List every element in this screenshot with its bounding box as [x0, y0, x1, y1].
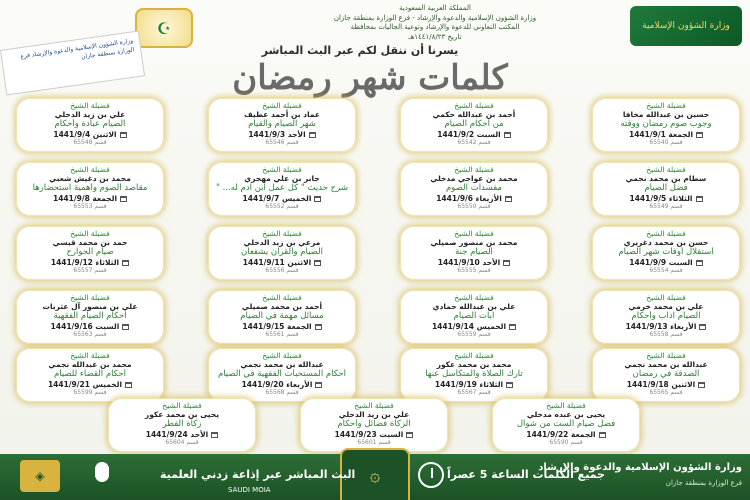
footer-ministry: وزارة الشؤون الإسلامية والدعوة والإرشاد [538, 462, 742, 473]
lecture-topic: الصيام آداب وأحكام [631, 311, 701, 321]
calendar-icon [122, 324, 129, 330]
radio-logo [20, 460, 60, 492]
lecture-code: قسم 65590 [549, 439, 583, 446]
lecture-card [208, 162, 356, 216]
page-title: كلمات شهر رمضان [232, 58, 508, 98]
lecture-card [592, 162, 740, 216]
speaker-name: محمد بن عواجي مدخلي [430, 174, 518, 183]
speaker-name: حسين بن عبدالله مخافا [622, 110, 710, 119]
lecture-date-row [208, 194, 356, 203]
honorific: فضيلة الشيخ [162, 401, 202, 410]
book-icon: ☪ [156, 18, 172, 38]
honorific: فضيلة الشيخ [70, 293, 110, 302]
lecture-time: جميع الكلمات الساعة 5 عصراً [446, 468, 605, 481]
speaker-name: عماد بن أحمد عطيف [244, 110, 320, 119]
honorific: فضيلة الشيخ [262, 101, 302, 110]
lecture-topic: الصيام عبادة وأحكام [54, 119, 126, 129]
calendar-icon [699, 324, 706, 330]
lecture-date-row [208, 130, 356, 139]
honorific: فضيلة الشيخ [646, 165, 686, 174]
lecture-date: الأربعاء 1441/9/13 [625, 322, 697, 331]
honorific: فضيلة الشيخ [546, 401, 586, 410]
lecture-code: قسم 65557 [73, 267, 107, 274]
lecture-topic: أحكام الصيام الفقهية [53, 311, 127, 321]
lecture-topic: مفسدات الصوم [446, 183, 502, 193]
lecture-date: الأحد 1441/9/10 [437, 258, 501, 267]
honorific: فضيلة الشيخ [646, 351, 686, 360]
emblem-icon: ۞ [369, 464, 381, 486]
lecture-date: الجمعة 1441/9/8 [53, 194, 118, 203]
lecture-date-row [208, 322, 356, 331]
lecture-date: الأحد 1441/9/24 [145, 430, 209, 439]
ministry-ribbon: وزارة الشؤون الإسلامية والدعوة والإرشاد فرع الوزارة بمنطقة جازان [0, 31, 145, 96]
lecture-card [16, 226, 164, 280]
speaker-name: أحمد بن محمد صميلي [241, 302, 323, 311]
lecture-card [492, 398, 640, 452]
honorific: فضيلة الشيخ [262, 293, 302, 302]
lecture-date: الخميس 1441/9/14 [431, 322, 507, 331]
calendar-icon [120, 132, 127, 138]
lecture-date-row [592, 258, 740, 267]
lecture-date: الجمعة 1441/9/1 [629, 130, 694, 139]
lecture-date: الاثنين 1441/9/11 [242, 258, 312, 267]
honorific: فضيلة الشيخ [646, 101, 686, 110]
lecture-card [108, 398, 256, 452]
lecture-card [592, 348, 740, 402]
lecture-topic: الصدقة في رمضان [632, 369, 700, 379]
lecture-code: قسم 65548 [73, 139, 107, 146]
lecture-card [208, 348, 356, 402]
lecture-date-row [16, 130, 164, 139]
lecture-card [400, 226, 548, 280]
lecture-card [400, 98, 548, 152]
lecture-code: قسم 65559 [457, 331, 491, 338]
lecture-date: السبت 1441/9/23 [334, 430, 404, 439]
lecture-date: الجمعة 1441/9/22 [526, 430, 596, 439]
lecture-date-row [400, 130, 548, 139]
radio-broadcast: البث المباشر عبر إذاعة زدني العلمية [160, 468, 356, 481]
speaker-name: علي بن منصور آل عثربات [42, 302, 138, 311]
honorific: فضيلة الشيخ [70, 101, 110, 110]
lecture-code: قسم 65540 [649, 139, 683, 146]
speaker-name: علي بن زيد الدحلي [54, 110, 126, 119]
lecture-card [400, 162, 548, 216]
lecture-date-row [592, 322, 740, 331]
lecture-card [300, 398, 448, 452]
lecture-code: قسم 65599 [73, 389, 107, 396]
lecture-card [592, 226, 740, 280]
calendar-icon [504, 132, 511, 138]
lecture-topic: زكاة الفطر [162, 419, 202, 429]
honorific: فضيلة الشيخ [454, 101, 494, 110]
lecture-topic: استقلال أوقات شهر الصيام [618, 247, 714, 257]
calendar-icon [314, 196, 321, 202]
honorific: فضيلة الشيخ [70, 351, 110, 360]
lecture-card [208, 98, 356, 152]
honorific: فضيلة الشيخ [454, 165, 494, 174]
lecture-date-row [208, 380, 356, 389]
lecture-topic: الصيام جنة [455, 247, 493, 257]
lecture-code: قسم 65565 [649, 389, 683, 396]
lecture-date: الخميس 1441/9/7 [242, 194, 312, 203]
footer-ministry-sub: فرع الوزارة بمنطقة جازان [665, 479, 742, 487]
header-line: وزارة الشؤون الإسلامية والدعوة والإرشاد - فرع الوزارة بمنطقة جازان [333, 13, 537, 22]
saudi-moia-label: SAUDI MOIA [228, 486, 271, 494]
honorific: فضيلة الشيخ [454, 351, 494, 360]
honorific: فضيلة الشيخ [70, 229, 110, 238]
lecture-code: قسم 65568 [265, 389, 299, 396]
lecture-date-row [108, 430, 256, 439]
lecture-date: السبت 1441/9/2 [437, 130, 501, 139]
lecture-card [16, 98, 164, 152]
ministry-logo-text: وزارة الشؤون الإسلامية [642, 21, 730, 31]
calendar-icon [696, 260, 703, 266]
lecture-code: قسم 65552 [265, 203, 299, 210]
lecture-code: قسم 65601 [357, 439, 391, 446]
speaker-name: علي بن عبدالله حمادي [432, 302, 516, 311]
lecture-card [16, 348, 164, 402]
calendar-icon [503, 260, 510, 266]
calendar-icon [125, 382, 132, 388]
calendar-icon [120, 196, 127, 202]
lecture-date: الثلاثاء 1441/9/19 [434, 380, 504, 389]
lecture-date: السبت 1441/9/16 [50, 322, 120, 331]
lecture-card [208, 226, 356, 280]
lecture-card [592, 98, 740, 152]
lecture-date-row [592, 194, 740, 203]
lecture-card [400, 348, 548, 402]
speaker-name: جابر بن علي مهجري [244, 174, 320, 183]
speaker-name: محمد بن عبدالله نجمي [48, 360, 132, 369]
calendar-icon [599, 432, 606, 438]
speaker-name: علي بن زيد الدحلي [338, 410, 410, 419]
lecture-topic: فضل صيام الست من شوال [516, 419, 616, 429]
lecture-topic: أحكام المستحبات الفقهية في الصيام [217, 369, 347, 379]
lecture-date-row [400, 194, 548, 203]
lecture-date-row [592, 380, 740, 389]
lecture-date-row [400, 322, 548, 331]
honorific: فضيلة الشيخ [454, 229, 494, 238]
lecture-topic: أحكام القضاء للصيام [54, 369, 126, 379]
lecture-topic: شرح حديث " كل عمل ابن آدم له... " [216, 183, 348, 193]
lecture-date: الاثنين 1441/9/4 [53, 130, 117, 139]
calendar-icon [406, 432, 413, 438]
speaker-name: عبدالله بن محمد نجمي [624, 360, 708, 369]
lecture-date: الثلاثاء 1441/9/5 [629, 194, 693, 203]
lecture-date: الاثنين 1441/9/18 [626, 380, 696, 389]
lecture-topic: وجوب صوم رمضان ووقته [620, 119, 712, 129]
lecture-code: قسم 65558 [649, 331, 683, 338]
header-line: تاريخ ١٤٤١/٨/٢٣هـ [408, 32, 462, 41]
lecture-topic: صيام الجوارح [66, 247, 114, 257]
lecture-date: الأربعاء 1441/9/20 [241, 380, 313, 389]
lecture-topic: فضل الصيام [644, 183, 688, 193]
lecture-card [16, 162, 164, 216]
honorific: فضيلة الشيخ [646, 293, 686, 302]
calendar-icon [122, 260, 129, 266]
microphone-icon [95, 462, 109, 482]
honorific: فضيلة الشيخ [262, 165, 302, 174]
speaker-name: علي بن محمد خرمي [628, 302, 704, 311]
calendar-icon [315, 382, 322, 388]
honorific: فضيلة الشيخ [354, 401, 394, 410]
speaker-name: محمد بن دغيش شعبي [49, 174, 131, 183]
lecture-topic: مسائل مهمة في الصيام [240, 311, 324, 321]
calendar-icon [315, 324, 322, 330]
speaker-name: مرعي بن زيد الدحلي [243, 238, 321, 247]
lecture-date: الأحد 1441/9/3 [248, 130, 306, 139]
speaker-name: يحيى بن محمد عكور [144, 410, 220, 419]
speaker-name: يحيى بن عبده مدخلي [526, 410, 606, 419]
lecture-code: قسم 65542 [457, 139, 491, 146]
lecture-code: قسم 65546 [265, 139, 299, 146]
honorific: فضيلة الشيخ [262, 351, 302, 360]
lecture-code: قسم 65604 [165, 439, 199, 446]
lecture-code: قسم 65556 [265, 267, 299, 274]
lecture-date-row [16, 322, 164, 331]
lecture-code: قسم 65563 [73, 331, 107, 338]
lecture-date: الجمعة 1441/9/15 [242, 322, 312, 331]
lecture-date-row [208, 258, 356, 267]
lecture-date-row [16, 258, 164, 267]
calendar-icon [696, 196, 703, 202]
lecture-date-row [492, 430, 640, 439]
lecture-code: قسم 65549 [649, 203, 683, 210]
calendar-icon [211, 432, 218, 438]
lecture-date: السبت 1441/9/9 [629, 258, 693, 267]
lecture-date-row [592, 130, 740, 139]
honorific: فضيلة الشيخ [262, 229, 302, 238]
lecture-code: قسم 65567 [457, 389, 491, 396]
lecture-code: قسم 65550 [457, 203, 491, 210]
lecture-date: الخميس 1441/9/21 [47, 380, 123, 389]
tagline: يسرنا أن ننقل لكم عبر البث المباشر [261, 44, 459, 57]
calendar-icon [698, 382, 705, 388]
honorific: فضيلة الشيخ [70, 165, 110, 174]
header-line: المكتب التعاوني للدعوة والإرشاد وتوعية الجاليات بمحافظة [350, 23, 520, 31]
lecture-card [208, 290, 356, 344]
lecture-topic: تارك الصلاة والمتكاسل عنها [425, 369, 523, 379]
calendar-icon [505, 196, 512, 202]
speaker-name: حمد بن محمد قيسي [52, 238, 128, 247]
lecture-code: قسم 65561 [265, 331, 299, 338]
header-line: المملكة العربية السعودية [399, 4, 471, 12]
speaker-name: أحمد بن عبدالله حكمي [432, 110, 516, 119]
calendar-icon [314, 260, 321, 266]
radio-logo-icon: ◈ [35, 469, 45, 483]
lecture-topic: آيات الصيام [453, 311, 495, 321]
calendar-icon [696, 132, 703, 138]
speaker-name: حسن بن محمد دغريري [623, 238, 709, 247]
calendar-icon [506, 382, 513, 388]
lecture-card [592, 290, 740, 344]
calendar-icon [309, 132, 316, 138]
footer [0, 454, 750, 500]
lecture-card [16, 290, 164, 344]
lecture-topic: مقاصد الصوم وأهمية استحضارها [32, 183, 148, 193]
calendar-icon [509, 324, 516, 330]
honorific: فضيلة الشيخ [646, 229, 686, 238]
office-logo [135, 8, 193, 48]
lecture-code: قسم 65555 [457, 267, 491, 274]
lecture-date-row [400, 258, 548, 267]
speaker-name: عبدالله بن محمد نجمي [240, 360, 324, 369]
lecture-date-row [400, 380, 548, 389]
header-text [270, 4, 600, 42]
ministry-logo [630, 6, 742, 46]
clock-icon [418, 462, 444, 488]
lecture-date-row [300, 430, 448, 439]
honorific: فضيلة الشيخ [454, 293, 494, 302]
lecture-date: الأربعاء 1441/9/6 [436, 194, 502, 203]
speaker-name: محمد بن محمد عكور [436, 360, 512, 369]
lecture-topic: من أحكام الصيام [444, 119, 504, 129]
lecture-code: قسم 65553 [73, 203, 107, 210]
lecture-code: قسم 65554 [649, 267, 683, 274]
speaker-name: سطام بن محمد نجمي [625, 174, 707, 183]
lecture-topic: شهر الصيام والقيام [248, 119, 316, 129]
lecture-date: الثلاثاء 1441/9/12 [50, 258, 120, 267]
lecture-topic: الزكاة فضائل وأحكام [337, 419, 411, 429]
speaker-name: محمد بن منصور صميلي [430, 238, 518, 247]
lecture-card [400, 290, 548, 344]
lecture-date-row [16, 380, 164, 389]
lecture-topic: الصيام والقرآن يشفعان [241, 247, 323, 257]
lecture-date-row [16, 194, 164, 203]
